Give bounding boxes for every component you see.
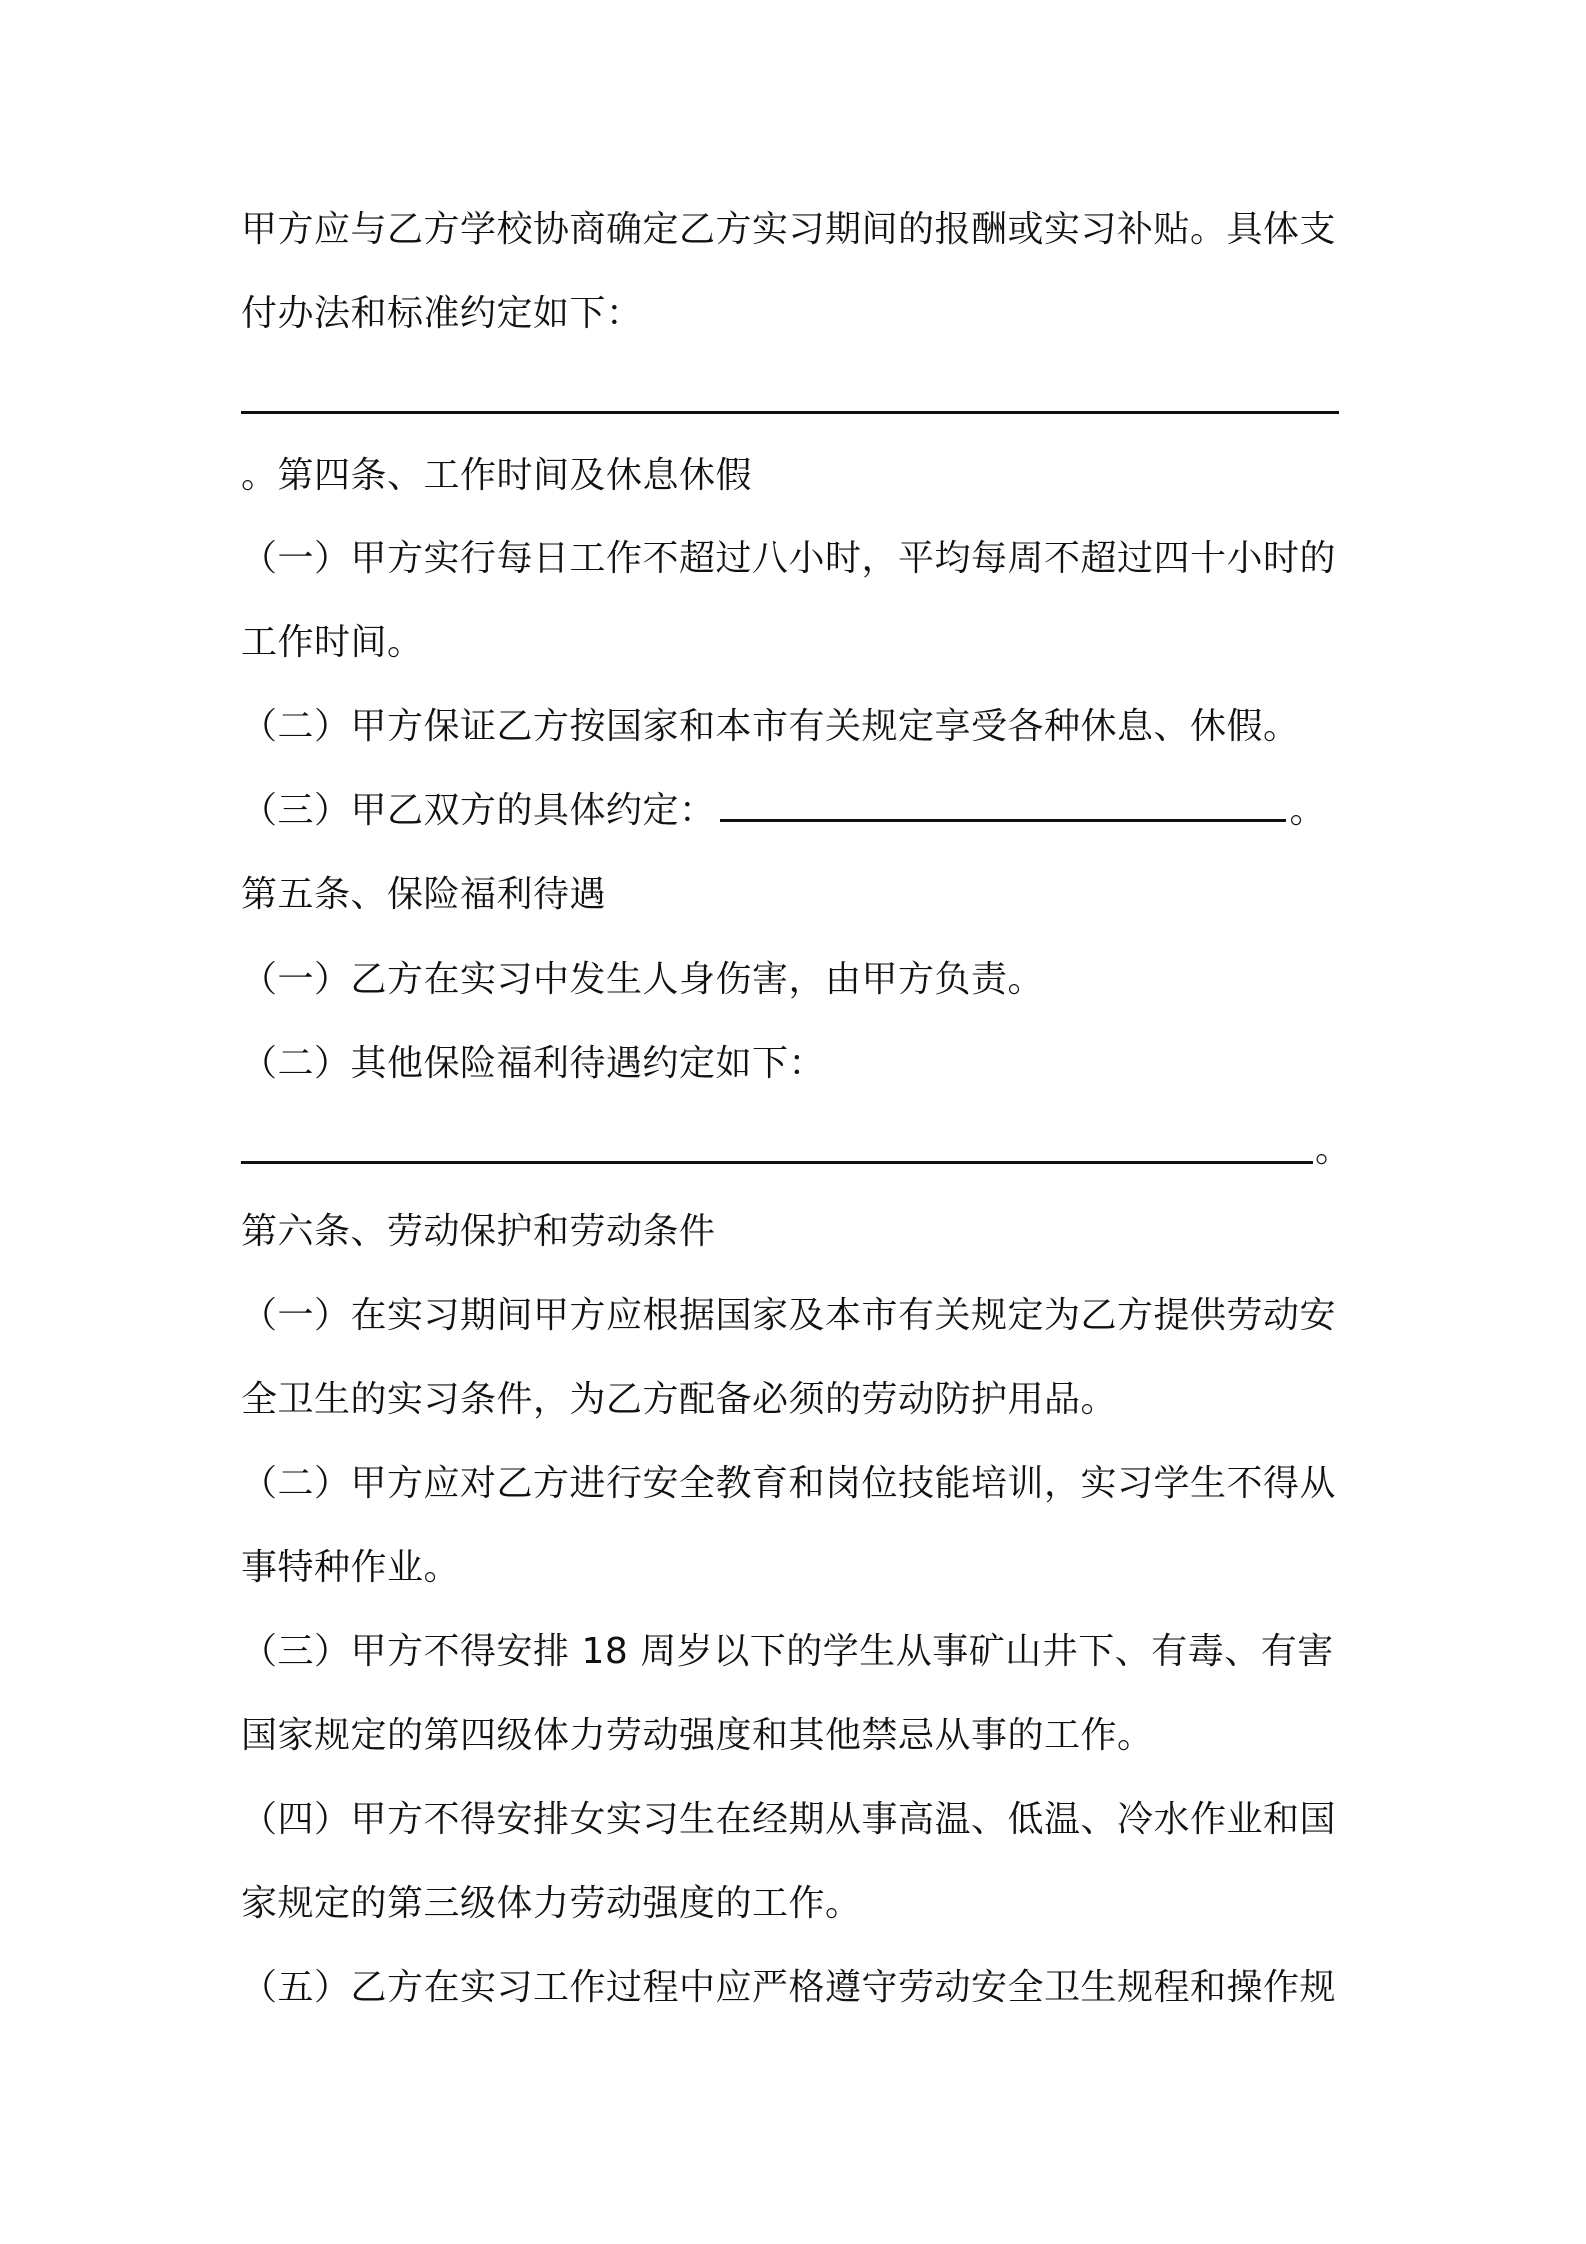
paragraph-line: （二）甲方保证乙方按国家和本市有关规定享受各种休息、休假。 <box>241 706 1300 747</box>
line-text: （三）甲乙双方的具体约定： <box>241 790 716 831</box>
line-end-punctuation: 。 <box>1289 790 1327 831</box>
paragraph-line: 甲方应与乙方学校协商确定乙方实习期间的报酬或实习补贴。具体支 <box>241 209 1337 250</box>
paragraph-line: 事特种作业。 <box>241 1547 461 1588</box>
fill-in-blank <box>720 795 1286 822</box>
fill-in-blank-line <box>241 411 1339 414</box>
paragraph-line: （五）乙方在实习工作过程中应严格遵守劳动安全卫生规程和操作规 <box>241 1967 1337 2008</box>
paragraph-line: （三）甲方不得安排 18 周岁以下的学生从事矿山井下、有毒、有害 <box>241 1631 1334 1672</box>
paragraph-line: 付办法和标准约定如下： <box>241 293 643 334</box>
paragraph-line: 国家规定的第四级体力劳动强度和其他禁忌从事的工作。 <box>241 1715 1154 1756</box>
paragraph-line: （二）其他保险福利待遇约定如下： <box>241 1043 826 1084</box>
line-end-punctuation: 。 <box>1315 1129 1352 1170</box>
paragraph-line: （二）甲方应对乙方进行安全教育和岗位技能培训，实习学生不得从 <box>241 1463 1337 1504</box>
paragraph-line: 全卫生的实习条件，为乙方配备必须的劳动防护用品。 <box>241 1379 1118 1420</box>
paragraph-line: 家规定的第三级体力劳动强度的工作。 <box>241 1883 862 1924</box>
paragraph-line: （四）甲方不得安排女实习生在经期从事高温、低温、冷水作业和国 <box>241 1799 1337 1840</box>
paragraph-line-with-blank <box>241 789 1326 833</box>
section-heading: 第六条、劳动保护和劳动条件 <box>241 1211 716 1252</box>
paragraph-line: 工作时间。 <box>241 622 424 663</box>
section-heading: 。第四条、工作时间及休息休假 <box>241 455 753 496</box>
fill-in-blank-line <box>241 1161 1313 1164</box>
section-heading: 第五条、保险福利待遇 <box>241 874 607 915</box>
paragraph-line: （一）在实习期间甲方应根据国家及本市有关规定为乙方提供劳动安 <box>241 1295 1337 1336</box>
paragraph-line: （一）甲方实行每日工作不超过八小时，平均每周不超过四十小时的 <box>241 538 1337 579</box>
paragraph-line: （一）乙方在实习中发生人身伤害，由甲方负责。 <box>241 959 1045 1000</box>
